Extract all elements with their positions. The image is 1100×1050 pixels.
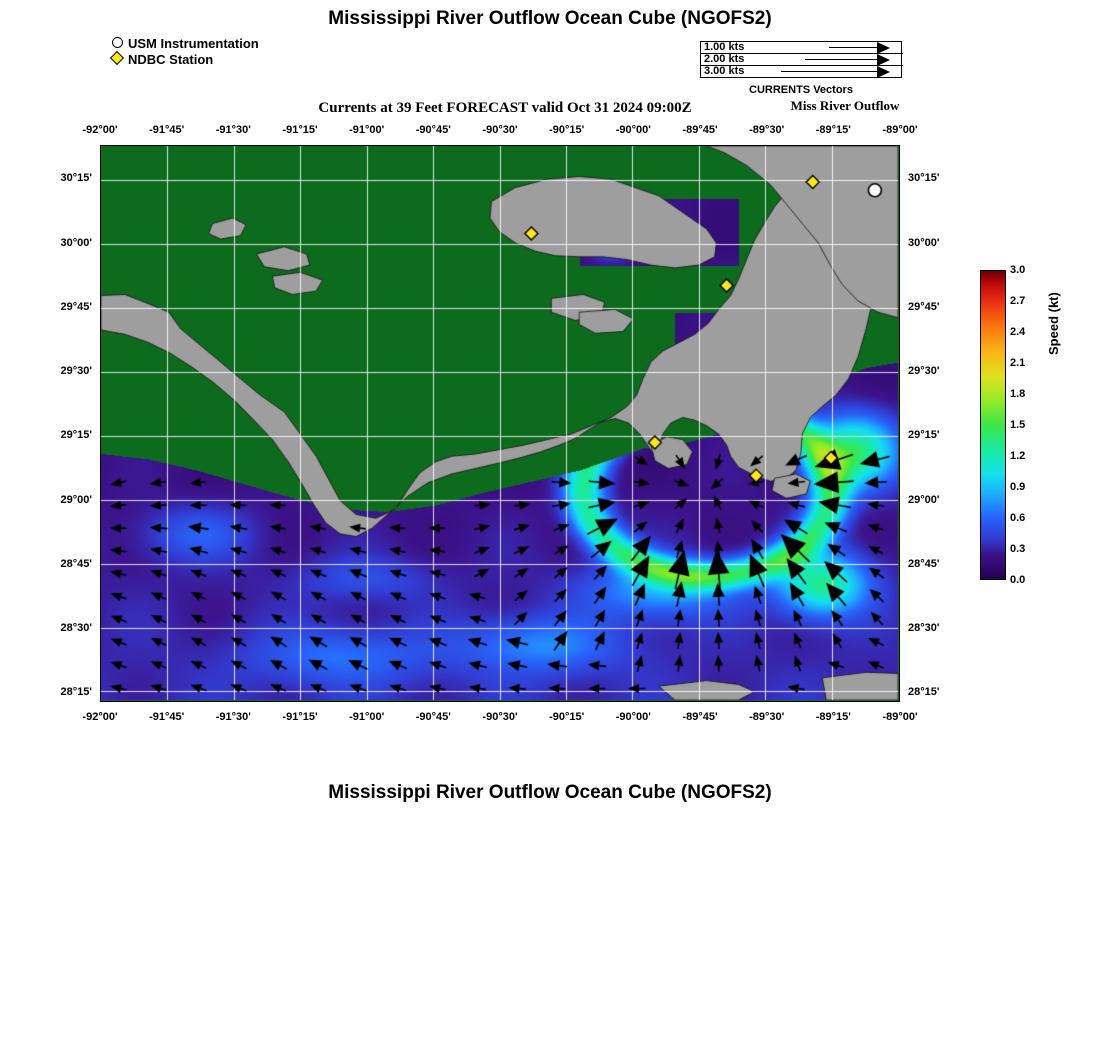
legend-label-usm: USM Instrumentation <box>128 36 259 51</box>
x-axis-tick-label: -90°45' <box>415 124 451 136</box>
y-axis-tick-label: 29°45' <box>60 300 92 313</box>
vector-arrow-shaft-1 <box>829 47 877 48</box>
x-axis-tick-label: -89°45' <box>682 124 718 136</box>
x-axis-tick-label: -89°15' <box>815 124 851 136</box>
vector-key-label-2: 2.00 kts <box>704 53 745 65</box>
colorbar-title: Speed (kt) <box>1046 292 1061 355</box>
page-title: Mississippi River Outflow Ocean Cube (NGOFS2) <box>328 8 772 29</box>
map-raster <box>101 146 898 700</box>
diamond-marker-icon <box>110 52 128 67</box>
colorbar-gradient <box>980 270 1006 580</box>
y-axis-tick-label: 29°15' <box>60 429 92 442</box>
x-axis-tick-label: -91°45' <box>149 124 185 136</box>
map-plot-area[interactable] <box>100 145 900 702</box>
x-axis-tick-label: -92°00' <box>82 711 118 723</box>
y-axis-tick-label: 28°45' <box>908 557 940 570</box>
y-axis-tick-label: 29°00' <box>908 493 940 506</box>
y-axis-tick-label: 30°15' <box>60 172 92 185</box>
x-axis-tick-label: -90°15' <box>549 711 585 723</box>
x-axis-tick-label: -90°15' <box>549 124 585 136</box>
circle-marker-icon <box>110 36 128 51</box>
vector-arrow-shaft-2 <box>805 59 877 60</box>
vector-arrow-head-2 <box>877 54 890 66</box>
x-axis-tick-label: -89°45' <box>682 711 718 723</box>
x-axis-tick-label: -91°00' <box>349 124 385 136</box>
y-axis-tick-label: 29°45' <box>908 300 940 313</box>
x-axis-tick-label: -90°30' <box>482 124 518 136</box>
y-axis-tick-label: 29°15' <box>908 429 940 442</box>
y-axis-tick-label: 30°15' <box>908 172 940 185</box>
y-axis-tick-label: 28°45' <box>60 557 92 570</box>
x-axis-tick-label: -90°00' <box>615 711 651 723</box>
x-axis-tick-label: -91°15' <box>282 124 318 136</box>
legend-item-ndbc <box>110 52 259 67</box>
colorbar-tick-label: 1.8 <box>1010 388 1026 400</box>
x-axis-tick-label: -89°30' <box>749 711 785 723</box>
y-axis-tick-label: 29°30' <box>908 365 940 378</box>
x-axis-tick-label: -91°30' <box>215 711 251 723</box>
y-axis-tick-label: 30°00' <box>908 236 940 249</box>
vector-arrow-shaft-3 <box>781 71 877 72</box>
x-axis-tick-label: -89°30' <box>749 124 785 136</box>
colorbar-tick-label: 3.0 <box>1010 264 1026 276</box>
legend-label-ndbc: NDBC Station <box>128 52 214 67</box>
x-axis-tick-label: -91°45' <box>149 711 185 723</box>
vector-key-row-3 <box>701 66 903 78</box>
region-label: Miss River Outflow <box>790 98 900 113</box>
y-axis-tick-label: 28°15' <box>60 686 92 699</box>
x-axis-tick-label: -89°00' <box>882 711 918 723</box>
legend-item-usm <box>110 36 259 51</box>
x-axis-tick-label: -91°15' <box>282 711 318 723</box>
x-axis-tick-label: -91°30' <box>215 124 251 136</box>
x-axis-tick-label: -92°00' <box>82 124 118 136</box>
y-axis-tick-label: 28°30' <box>908 622 940 635</box>
x-axis-tick-label: -90°00' <box>615 124 651 136</box>
colorbar-tick-label: 1.5 <box>1010 419 1026 431</box>
station-legend <box>110 36 259 68</box>
colorbar-tick-label: 2.1 <box>1010 357 1026 369</box>
y-axis-tick-label: 29°00' <box>60 493 92 506</box>
y-axis-tick-label: 30°00' <box>60 236 92 249</box>
x-axis-tick-label: -90°45' <box>415 711 451 723</box>
vector-scale-key <box>700 41 902 78</box>
x-axis-tick-label: -89°15' <box>815 711 851 723</box>
y-axis-tick-label: 28°30' <box>60 622 92 635</box>
colorbar-tick-label: 2.4 <box>1010 326 1026 338</box>
vector-arrow-head-3 <box>877 66 890 78</box>
vector-key-label-3: 3.00 kts <box>704 65 745 77</box>
colorbar-tick-label: 0.0 <box>1010 574 1026 586</box>
colorbar-tick-label: 1.2 <box>1010 450 1026 462</box>
x-axis-tick-label: -90°30' <box>482 711 518 723</box>
colorbar-tick-label: 0.6 <box>1010 512 1026 524</box>
y-axis-tick-label: 29°30' <box>60 365 92 378</box>
vector-key-caption: CURRENTS Vectors <box>749 84 853 96</box>
colorbar-tick-label: 2.7 <box>1010 295 1026 307</box>
speed-colorbar <box>980 264 1026 586</box>
y-axis-tick-label: 28°15' <box>908 686 940 699</box>
x-axis-tick-label: -91°00' <box>349 711 385 723</box>
colorbar-tick-label: 0.3 <box>1010 543 1026 555</box>
map-subtitle: Currents at 39 Feet FORECAST valid Oct 31 2024 09:00Z <box>318 100 692 116</box>
vector-key-label-1: 1.00 kts <box>704 41 745 53</box>
x-axis-tick-label: -89°00' <box>882 124 918 136</box>
colorbar-tick-label: 0.9 <box>1010 481 1026 493</box>
vector-arrow-head-1 <box>877 42 890 54</box>
footer-title: Mississippi River Outflow Ocean Cube (NGOFS2) <box>328 782 772 803</box>
